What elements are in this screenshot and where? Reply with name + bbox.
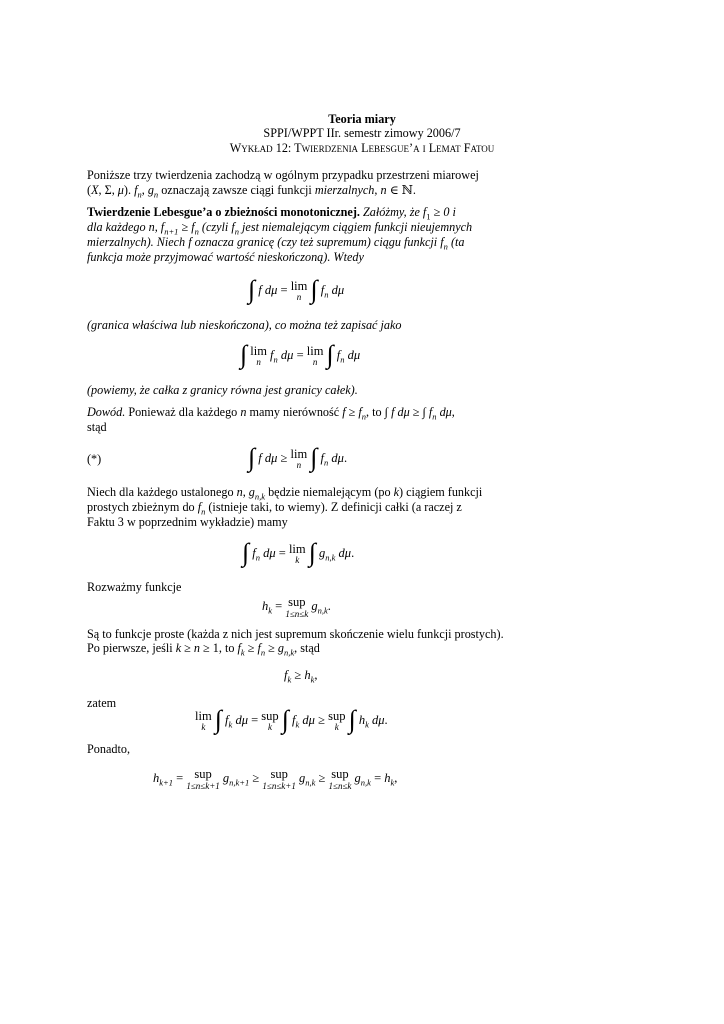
theorem-line-2: dla każdego n, $f_{n+1} \ge f_n$ (czyli $f_n$ jest niemalejącym ciągiem funkcji nieujemnych bbox=[87, 220, 473, 237]
theorem-heading: Twierdzenie Lebesgue’a o zbieżności monotonicznej. bbox=[87, 205, 360, 219]
equation-4: $h_k$ = sup 1≤n≤k $g_{n,k}$. bbox=[262, 595, 331, 619]
proof-p4-line-1: Są to funkcje proste (każda z nich jest supremum skończenie wielu funkcji prostych). bbox=[87, 627, 504, 641]
proof-line-1: Dowód. Ponieważ dla każdego n mamy nierówność $f \ge f_n$, to ∫ f dμ ≥ ∫ $f_n$ dμ, bbox=[87, 405, 455, 422]
star-label: (*) bbox=[87, 452, 102, 466]
equation-3: ∫ $f_n$ dμ = lim k ∫ $g_{n,k}$ dμ. bbox=[242, 538, 355, 567]
theorem-line-3: mierzalnych). Niech f oznacza granicę (czy też supremum) ciągu funkcji $f_n$ (ta bbox=[87, 235, 465, 252]
proof-p4-line-2: Po pierwsze, jeśli k ≥ n ≥ 1, to $f_k \ge f_n \ge g_{n,k}$, stąd bbox=[87, 641, 320, 658]
proof-line-2: stąd bbox=[87, 420, 107, 434]
page-title: Teoria miary bbox=[328, 112, 396, 126]
theorem-line-4: funkcja może przyjmować wartość nieskończoną). Wtedy bbox=[87, 250, 364, 264]
proof-p2-line-1: Niech dla każdego ustalonego n, $g_{n,k}$ będzie niemalejącym (po k) ciągiem funkcji bbox=[87, 485, 483, 502]
lecture-title: Wykład 12: Twierdzenia Lebesgue’a i Lemat Fatou bbox=[229, 141, 495, 155]
proof-p2-line-3: Faktu 3 w poprzednim wykładzie) mamy bbox=[87, 515, 288, 529]
theorem-note-1: (granica właściwa lub nieskończona), co można też zapisać jako bbox=[87, 318, 402, 332]
intro-line-2: (X, Σ, μ). $f_n$, $g_n$ oznaczają zawsze ciągi funkcji mierzalnych, n ∈ ℕ. bbox=[87, 183, 416, 200]
theorem-line-1: Twierdzenie Lebesgue’a o zbieżności monotonicznej. Załóżmy, że $f_1 \ge 0$ i bbox=[87, 205, 456, 222]
proof-p6: Ponadto, bbox=[87, 742, 130, 756]
course-subtitle: SPPI/WPPT IIr. semestr zimowy 2006/7 bbox=[263, 126, 461, 140]
proof-p5: zatem bbox=[87, 696, 117, 710]
theorem-note-2: (powiemy, że całka z granicy równa jest granicy całek). bbox=[87, 383, 358, 397]
intro-line-1: Poniższe trzy twierdzenia zachodzą w ogólnym przypadku przestrzeni miarowej bbox=[87, 168, 479, 182]
equation-5: $f_k \ge h_k$, bbox=[284, 668, 318, 685]
equation-star: ∫ f dμ ≥ lim n ∫ $f_n$ dμ. bbox=[248, 443, 348, 472]
equation-7: $h_{k+1}$ = sup 1≤n≤k+1 $g_{n,k+1}$ ≥ sup 1≤n≤k+1 $g_{n,k}$ ≥ sup 1≤n≤k $g_{n,k} = h_k$, bbox=[153, 767, 398, 791]
equation-6: lim k ∫ $f_k$ dμ = sup k ∫ $f_k$ dμ ≥ sup k ∫ $h_k$ dμ. bbox=[195, 705, 388, 734]
proof-p3: Rozważmy funkcje bbox=[87, 580, 182, 594]
equation-1: ∫ f dμ = lim n ∫ $f_n$ dμ bbox=[248, 275, 345, 304]
proof-label: Dowód. bbox=[87, 405, 126, 419]
equation-2: ∫ lim n $f_n$ dμ = lim n ∫ $f_n$ dμ bbox=[240, 340, 361, 369]
proof-p2-line-2: prostych zbieżnym do $f_n$ (istnieje taki, to wiemy). Z definicji całki (a raczej z bbox=[87, 500, 462, 517]
